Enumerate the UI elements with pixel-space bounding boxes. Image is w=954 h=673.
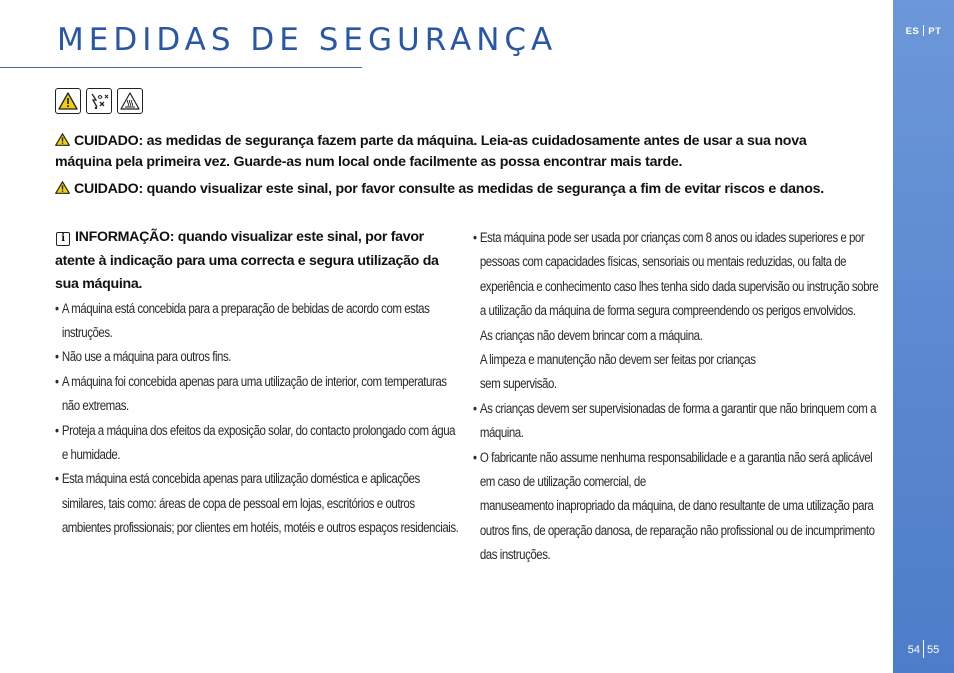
- list-item: • As crianças devem ser supervisionadas de forma a garantir que não brinquem com a máquina.: [473, 397, 884, 446]
- list-item: • O fabricante não assume nenhuma responsabilidade e a garantia não será aplicável em caso de utilização comercial, de manuseamento inapropriado da máquina, de dano resultante de uma utilização para outros fins, de operação danosa, de reparação não profissional ou de incumprimento das instruções.: [473, 446, 884, 568]
- list-item: • Esta máquina pode ser usada por crianças com 8 anos ou idades superiores e por pessoas com capacidades físicas, sensoriais ou mentais reduzidas, ou falta de experiência e conhecimento caso lhes tenha sido dada supervisão ou instrução sobre a utilização da máquina de forma segura compreendendo os perigos envolvidos. As crianças não devem brincar com a máquina. A limpeza e manutenção não devem ser feitas por crianças sem supervisão.: [473, 226, 884, 397]
- electric-shock-water-icon: [86, 88, 112, 114]
- page-numbers: [893, 640, 954, 658]
- page-number-right: 55: [927, 644, 940, 656]
- list-item: • A máquina foi concebida apenas para uma utilização de interior, com temperaturas não extremas.: [55, 370, 461, 419]
- warning-triangle-icon: [55, 133, 70, 146]
- list-item: • Proteja a máquina dos efeitos da exposição solar, do contacto prolongado com água e humidade.: [55, 419, 461, 468]
- safety-list-right: [473, 226, 878, 568]
- safety-icon-row: [55, 88, 143, 114]
- list-item: • A máquina está concebida para a preparação de bebidas de acordo com estas instruções.: [55, 297, 461, 346]
- language-indicator: [893, 25, 954, 37]
- list-item: • Esta máquina está concebida apenas para utilização doméstica e aplicações similares, tais como: áreas de copa de pessoal em lojas, escritórios e outros ambientes profissionais; por clientes em hotéis, motéis e outros espaços residenciais.: [55, 467, 461, 540]
- information-icon: i: [56, 232, 70, 246]
- safety-list-left: [55, 297, 459, 541]
- caution-notice: [55, 131, 855, 173]
- list-item: • Não use a máquina para outros fins.: [55, 345, 461, 369]
- title-underline: [0, 67, 362, 68]
- caution-notice: [55, 179, 855, 200]
- caution-text: CUIDADO: quando visualizar este sinal, por favor consulte as medidas de segurança a fim de evitar riscos e danos.: [74, 181, 824, 197]
- hot-surface-icon: [117, 88, 143, 114]
- caution-text: CUIDADO: as medidas de segurança fazem parte da máquina. Leia-as cuidadosamente antes de usar a sua nova máquina pela primeira vez. Guarde-as num local onde facilmente as possa encontrar mais tarde.: [55, 133, 807, 170]
- information-text: INFORMAÇÃO: quando visualizar este sinal, por favor atente à indicação para uma correcta e segura utilização da sua máquina.: [55, 229, 439, 292]
- warning-triangle-icon: [55, 181, 70, 194]
- right-column: [473, 226, 878, 568]
- page-title: MEDIDAS DE SEGURANÇA: [57, 22, 558, 58]
- side-tab: [893, 0, 954, 673]
- language-es: ES: [905, 26, 920, 37]
- left-column: [55, 226, 459, 541]
- information-notice: [55, 226, 455, 297]
- language-pt: PT: [928, 26, 942, 37]
- warning-triangle-icon: [55, 88, 81, 114]
- page-number-left: 54: [907, 644, 920, 656]
